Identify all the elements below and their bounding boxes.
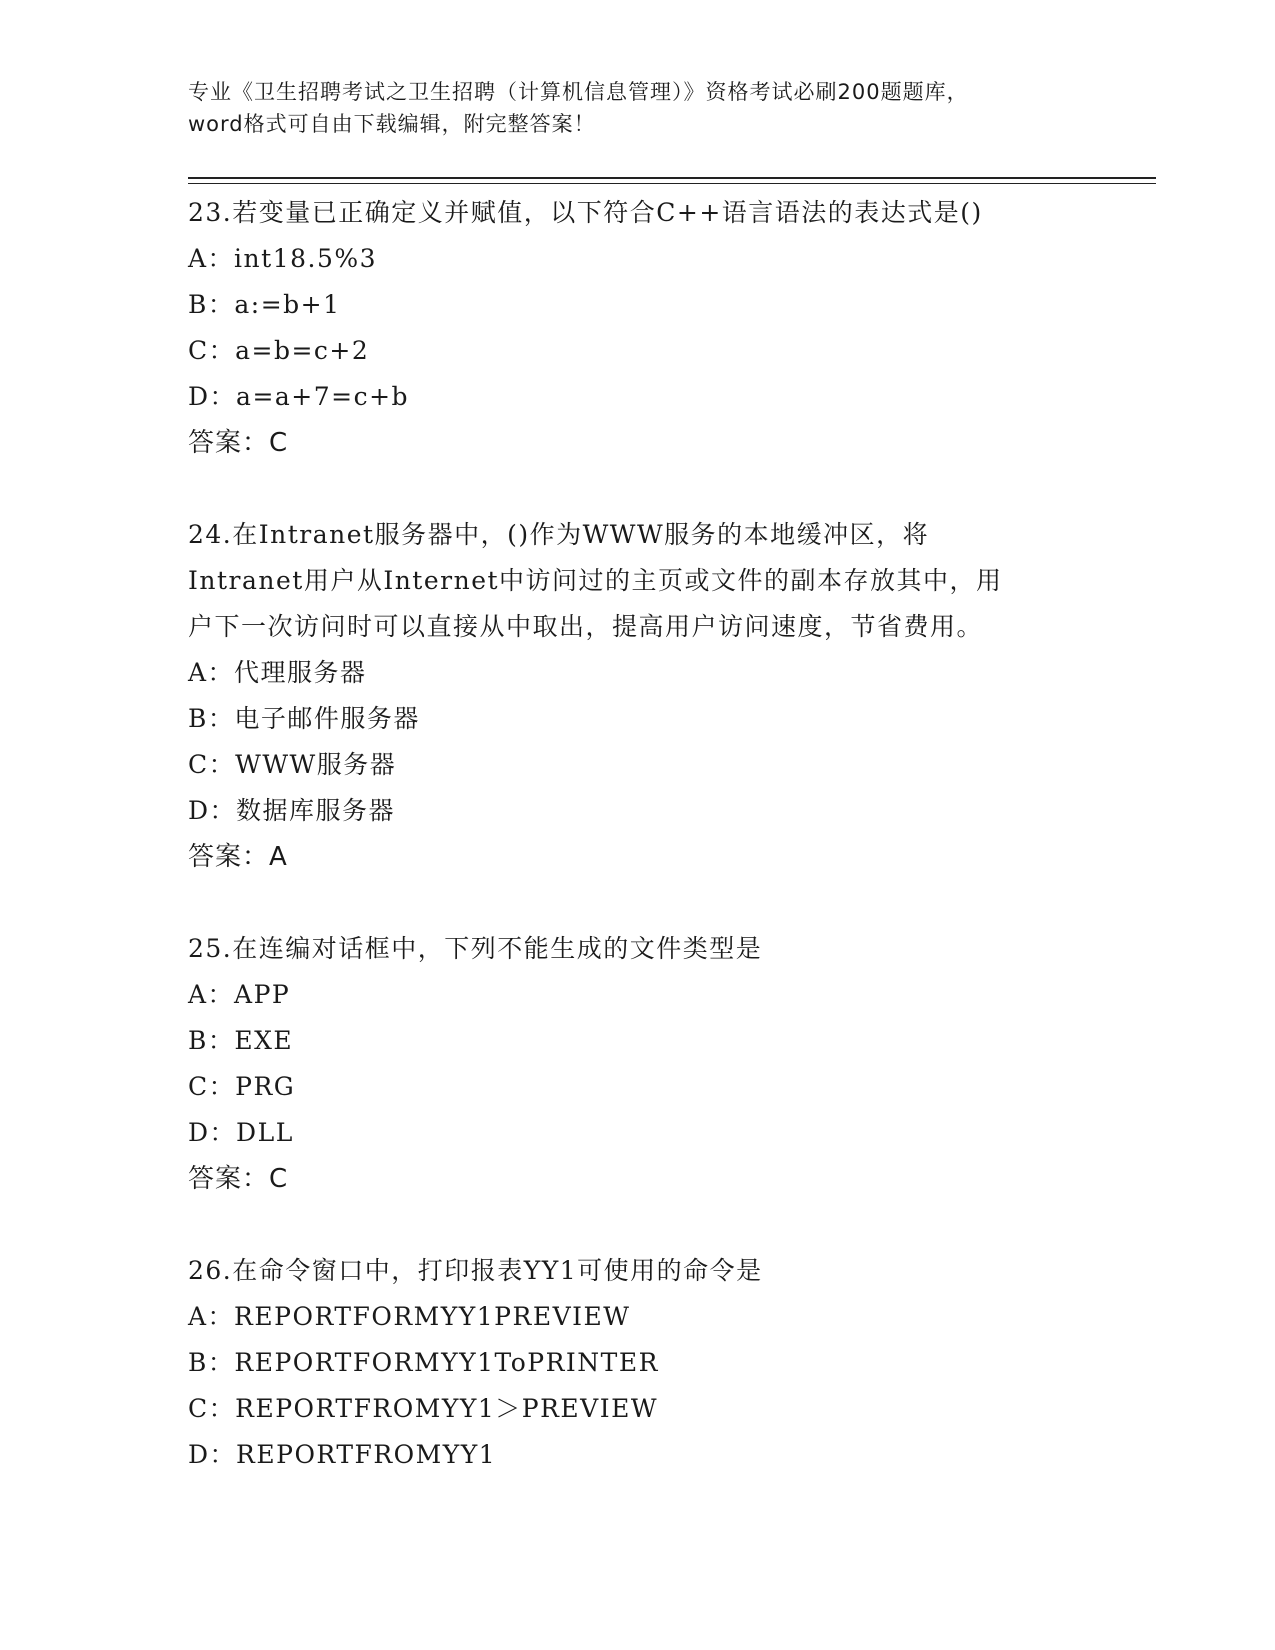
- question-spacer: [188, 880, 1148, 926]
- question-stem: 23.若变量已正确定义并赋值，以下符合C++语言语法的表达式是(): [188, 198, 983, 227]
- option-c: C：REPORTFROMYY1＞PREVIEW: [188, 1394, 659, 1423]
- answer-text: 答案：A: [188, 842, 288, 872]
- questions-body: [188, 190, 1148, 1478]
- question-stem-continued: 户下一次访问时可以直接从中取出，提高用户访问速度，节省费用。: [188, 612, 984, 641]
- option-a: A：APP: [188, 980, 291, 1009]
- option-c: C：PRG: [188, 1072, 296, 1101]
- header-divider-top: [188, 177, 1156, 179]
- option-b: B：REPORTFORMYY1ToPRINTER: [188, 1348, 659, 1377]
- option-d: D：数据库服务器: [188, 796, 396, 825]
- option-c: C：a=b=c+2: [188, 336, 370, 365]
- question-stem: 26.在命令窗口中，打印报表YY1可使用的命令是: [188, 1256, 763, 1285]
- option-b: B：a:=b+1: [188, 290, 341, 319]
- option-a: A：REPORTFORMYY1PREVIEW: [188, 1302, 631, 1331]
- option-d: D：a=a+7=c+b: [188, 382, 410, 411]
- question-stem: 24.在Intranet服务器中，()作为WWW服务的本地缓冲区，将: [188, 520, 930, 549]
- question-block: [188, 512, 1148, 880]
- header-divider-bottom: [188, 183, 1156, 184]
- question-block: [188, 926, 1148, 1202]
- option-b: B：电子邮件服务器: [188, 704, 420, 733]
- header-line-1: 专业《卫生招聘考试之卫生招聘（计算机信息管理）》资格考试必刷200题题库，: [188, 80, 969, 104]
- question-spacer: [188, 1202, 1148, 1248]
- question-spacer: [188, 466, 1148, 512]
- question-stem: 25.在连编对话框中，下列不能生成的文件类型是: [188, 934, 763, 963]
- option-a: A：int18.5%3: [188, 244, 378, 273]
- option-c: C：WWW服务器: [188, 750, 397, 779]
- question-stem-continued: Intranet用户从Internet中访问过的主页或文件的副本存放其中，用: [188, 566, 1003, 595]
- answer-text: 答案：C: [188, 428, 289, 458]
- question-block: [188, 190, 1148, 466]
- header-line-2: word格式可自由下载编辑，附完整答案！: [188, 112, 596, 136]
- option-b: B：EXE: [188, 1026, 294, 1055]
- option-d: D：DLL: [188, 1118, 294, 1147]
- answer-text: 答案：C: [188, 1164, 289, 1194]
- option-a: A：代理服务器: [188, 658, 367, 687]
- document-header: [188, 76, 1088, 140]
- question-block: [188, 1248, 1148, 1478]
- option-d: D：REPORTFROMYY1: [188, 1440, 497, 1469]
